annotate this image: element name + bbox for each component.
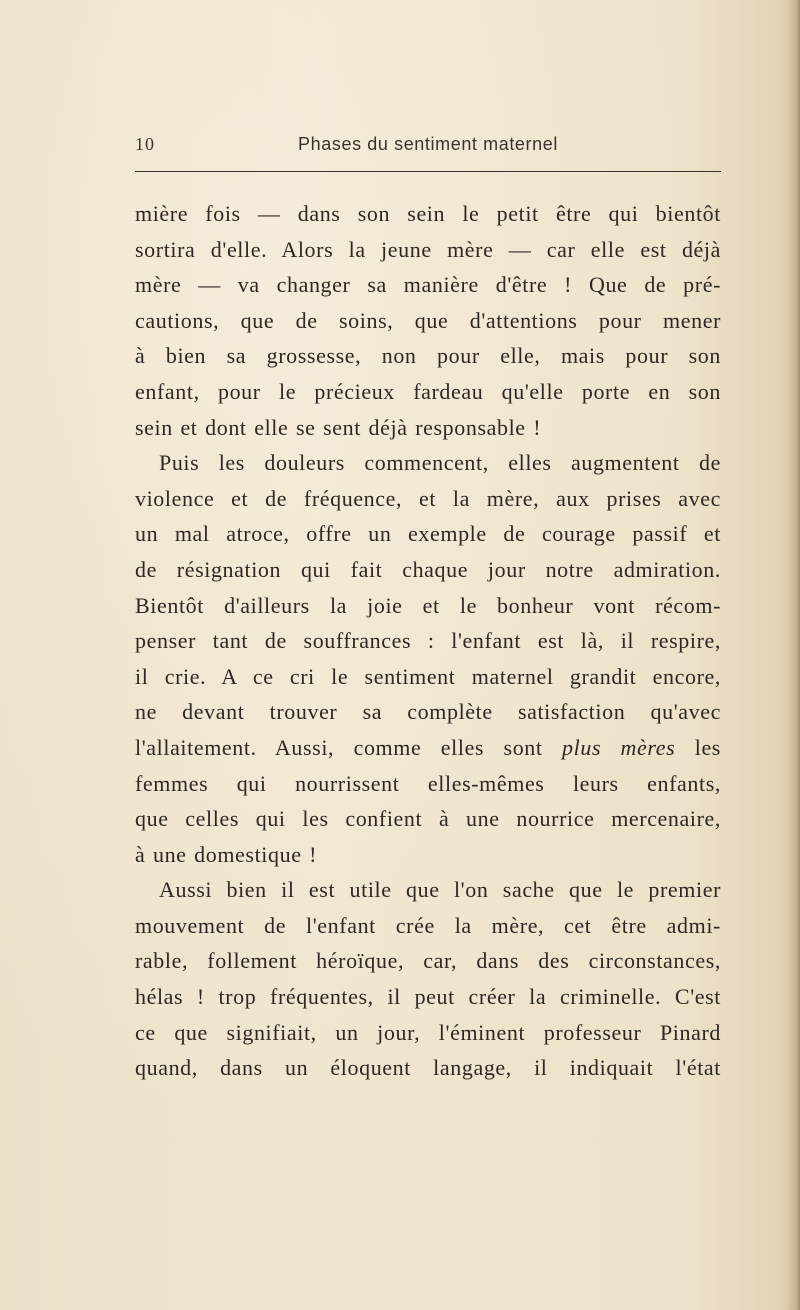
- page-number: 10: [135, 134, 155, 154]
- text-line: sortira d'elle. Alors la jeune mère — car elle est déjà: [135, 236, 721, 262]
- body-text: [135, 196, 721, 1086]
- page-edge-shadow: [786, 0, 800, 1310]
- text-line: que celles qui les confient à une nourrice mercenaire,: [135, 806, 721, 832]
- text-line: mière fois — dans son sein le petit être qui bientôt: [135, 201, 721, 226]
- text-line: mouvement de l'enfant crée la mère, cet être admi-: [135, 912, 721, 938]
- text-line: hélas ! trop fréquentes, il peut créer la criminelle. C'est: [135, 984, 721, 1010]
- text-line-with-italic: [135, 730, 721, 766]
- text-line-paragraph-start: Puis les douleurs commencent, elles augmentent de: [159, 450, 721, 476]
- text-line-paragraph-start: Aussi bien il est utile que l'on sache que le premier: [159, 877, 721, 903]
- text-line: penser tant de souffrances : l'enfant est là, il respire,: [135, 628, 721, 654]
- text-line: il crie. A ce cri le sentiment maternel grandit encore,: [135, 663, 721, 689]
- text-line: ne devant trouver sa complète satisfaction qu'avec: [135, 699, 721, 725]
- text-line: de résignation qui fait chaque jour notre admiration.: [135, 556, 721, 582]
- text-line: rable, follement héroïque, car, dans des circonstances,: [135, 948, 721, 974]
- running-header: [135, 132, 721, 158]
- text-segment: les: [694, 734, 721, 760]
- text-line: ce que signifiait, un jour, l'éminent professeur Pinard: [135, 1019, 721, 1045]
- text-line: cautions, que de soins, que d'attentions pour mener: [135, 307, 721, 333]
- text-segment: l'allaitement. Aussi, comme elles sont: [135, 734, 543, 760]
- text-line: femmes qui nourrissent elles-mêmes leurs enfants,: [135, 770, 721, 796]
- running-title: Phases du sentiment maternel: [298, 134, 558, 154]
- text-line: enfant, pour le précieux fardeau qu'elle porte en son: [135, 378, 721, 404]
- italic-phrase: plus mères: [562, 734, 676, 760]
- text-line: violence et de fréquence, et la mère, aux prises avec: [135, 485, 721, 511]
- text-line: quand, dans un éloquent langage, il indiquait l'état: [135, 1055, 721, 1081]
- text-line: Bientôt d'ailleurs la joie et le bonheur vont récom-: [135, 592, 721, 618]
- text-line: mère — va changer sa manière d'être ! Que de pré-: [135, 272, 721, 298]
- text-line-paragraph-end: sein et dont elle se sent déjà responsable !: [135, 414, 542, 440]
- text-line: à bien sa grossesse, non pour elle, mais pour son: [135, 343, 721, 369]
- header-rule: [135, 171, 721, 172]
- text-line-paragraph-end: à une domestique !: [135, 841, 318, 867]
- text-line: un mal atroce, offre un exemple de courage passif et: [135, 521, 721, 547]
